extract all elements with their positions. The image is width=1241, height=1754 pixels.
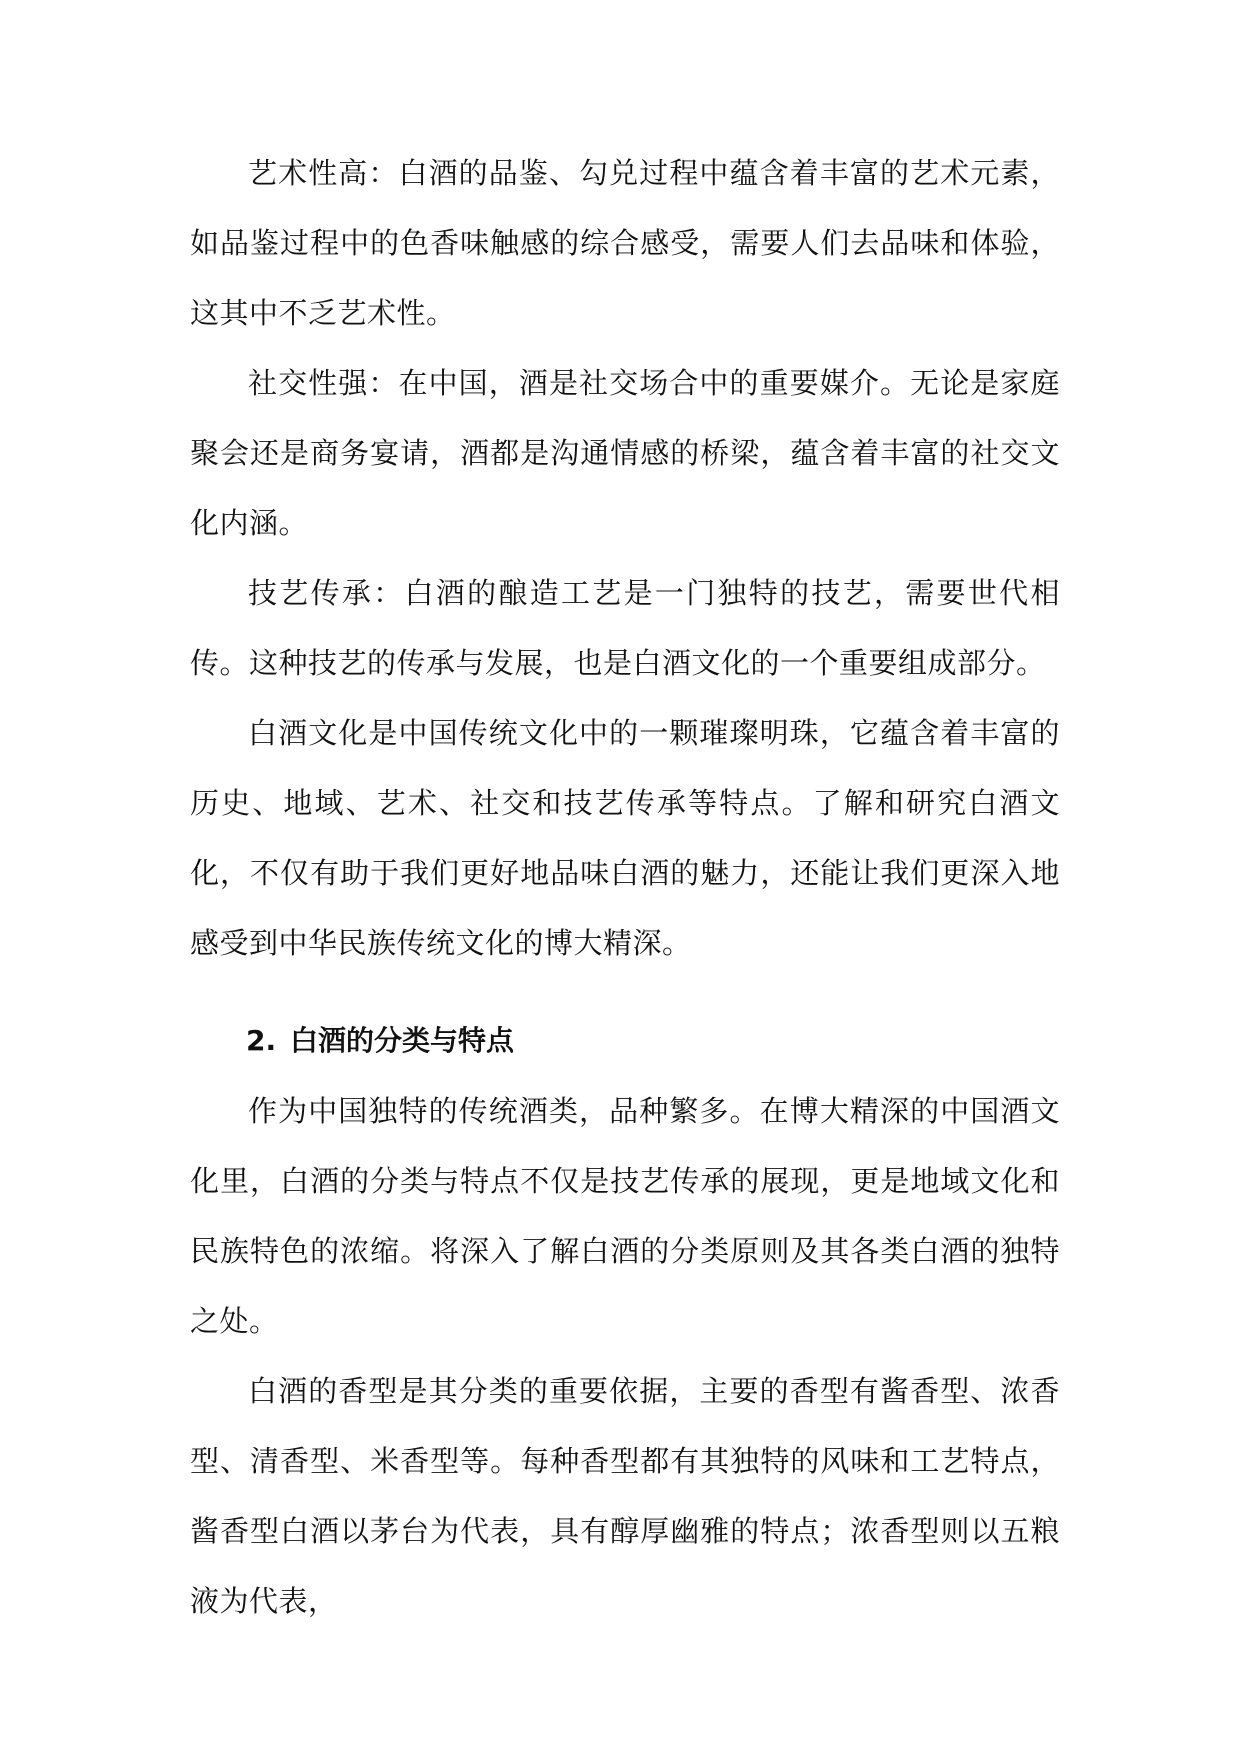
paragraph-culture-summary: 白酒文化是中国传统文化中的一颗璀璨明珠，它蕴含着丰富的历史、地域、艺术、社交和技艺传承等特点。了解和研究白酒文化，不仅有助于我们更好地品味白酒的魅力，还能让我们更深入地感受到中华民族传统文化的博大精深。 xyxy=(190,716,1060,960)
paragraph-social: 社交性强：在中国，酒是社交场合中的重要媒介。无论是家庭聚会还是商务宴请，酒都是沟通情感的桥梁，蕴含着丰富的社交文化内涵。 xyxy=(190,366,1060,540)
document-page xyxy=(190,138,1060,1636)
section-number: 2. xyxy=(246,1024,277,1057)
section-title: 白酒的分类与特点 xyxy=(290,1024,515,1057)
paragraph-artistry: 艺术性高：白酒的品鉴、勾兑过程中蕴含着丰富的艺术元素，如品鉴过程中的色香味触感的综合感受，需要人们去品味和体验，这其中不乏艺术性。 xyxy=(190,156,1060,330)
paragraph-aroma-types: 白酒的香型是其分类的重要依据，主要的香型有酱香型、浓香型、清香型、米香型等。每种香型都有其独特的风味和工艺特点，酱香型白酒以茅台为代表，具有醇厚幽雅的特点；浓香型则以五粮液为代表， xyxy=(190,1374,1060,1618)
paragraph-craft-heritage: 技艺传承：白酒的酿造工艺是一门独特的技艺，需要世代相传。这种技艺的传承与发展，也是白酒文化的一个重要组成部分。 xyxy=(190,576,1060,680)
paragraph-classification-intro: 作为中国独特的传统酒类，品种繁多。在博大精深的中国酒文化里，白酒的分类与特点不仅是技艺传承的展现，更是地域文化和民族特色的浓缩。将深入了解白酒的分类原则及其各类白酒的独特之处。 xyxy=(190,1094,1060,1338)
section-heading xyxy=(190,1006,1060,1076)
